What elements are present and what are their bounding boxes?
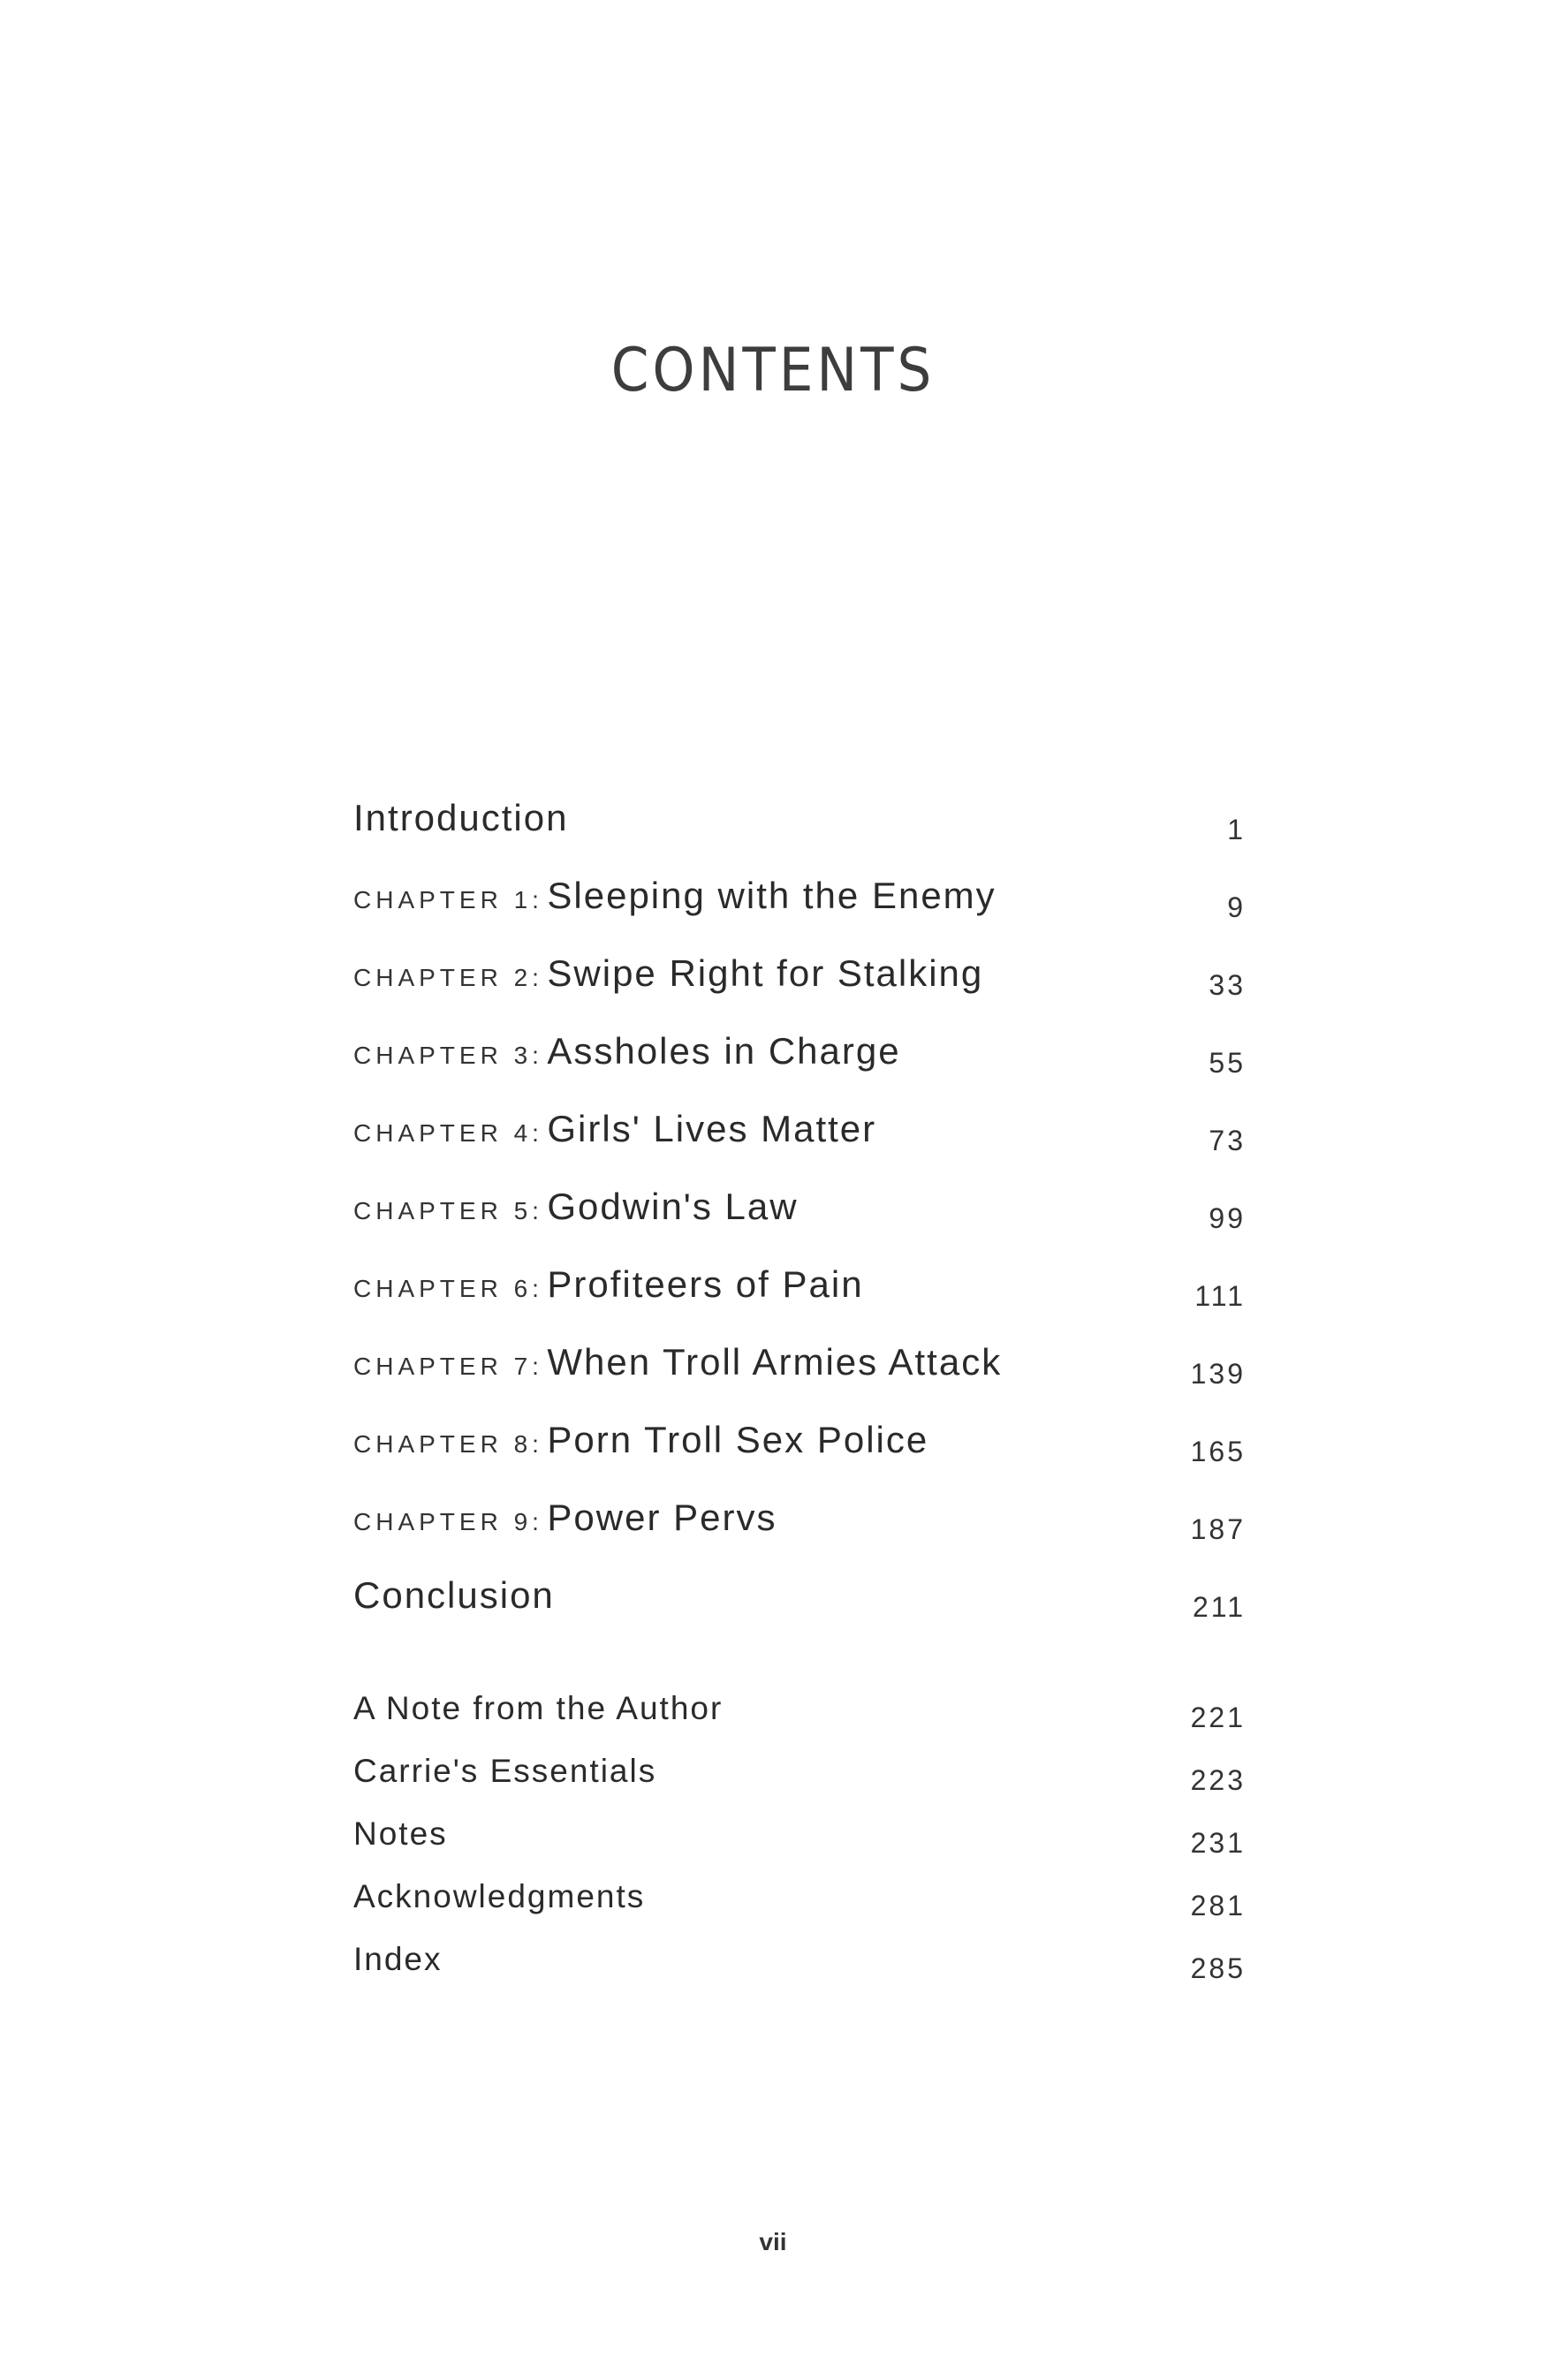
toc-entry-label <box>353 1108 876 1150</box>
toc-entry[interactable] <box>353 1564 1246 1623</box>
chapter-number: CHAPTER 3: <box>353 1042 543 1069</box>
chapter-number: CHAPTER 7: <box>353 1353 543 1380</box>
section-title: Carrie's Essentials <box>353 1753 657 1789</box>
page-reference: 221 <box>1190 1702 1246 1733</box>
toc-entry[interactable] <box>353 1175 1246 1234</box>
chapter-number: CHAPTER 8: <box>353 1430 543 1458</box>
toc-entry-label <box>353 952 983 995</box>
chapter-number: CHAPTER 9: <box>353 1508 543 1535</box>
page-reference: 33 <box>1209 969 1246 1001</box>
section-title: Introduction <box>353 797 569 838</box>
chapter-title: When Troll Armies Attack <box>547 1341 1003 1383</box>
page-reference: 9 <box>1227 891 1246 923</box>
back-matter-entry[interactable] <box>353 1674 1246 1733</box>
page-reference: 285 <box>1190 1952 1246 1984</box>
toc-entry[interactable] <box>353 864 1246 923</box>
page-reference: 231 <box>1190 1827 1246 1859</box>
toc-entry-label <box>353 1419 928 1461</box>
toc-entry[interactable] <box>353 942 1246 1001</box>
toc-entry-label <box>353 1186 799 1228</box>
toc-entry[interactable] <box>353 1253 1246 1312</box>
toc-entry[interactable] <box>353 1019 1246 1079</box>
chapter-title: Girls' Lives Matter <box>547 1108 877 1149</box>
page-reference: 211 <box>1192 1591 1246 1623</box>
toc-entry-label <box>353 1574 555 1617</box>
back-matter-entry[interactable] <box>353 1737 1246 1796</box>
section-title: Conclusion <box>353 1574 555 1616</box>
page-reference: 223 <box>1190 1764 1246 1796</box>
page-reference: 281 <box>1190 1890 1246 1921</box>
page-reference: 99 <box>1209 1202 1246 1234</box>
toc-entry[interactable] <box>353 1408 1246 1467</box>
section-title: Acknowledgments <box>353 1878 646 1914</box>
chapter-title: Power Pervs <box>547 1497 777 1538</box>
section-title: Index <box>353 1941 443 1977</box>
chapter-title: Profiteers of Pain <box>547 1263 864 1305</box>
page-number: vii <box>759 2228 787 2255</box>
chapter-number: CHAPTER 1: <box>353 886 543 913</box>
toc-entry-label <box>353 797 568 839</box>
chapter-title: Godwin's Law <box>547 1186 799 1227</box>
toc-entry-label <box>353 875 997 917</box>
toc-entry[interactable] <box>353 1330 1246 1390</box>
toc-entry-label <box>353 1263 864 1306</box>
page-reference: 1 <box>1227 814 1246 845</box>
page-reference: 139 <box>1190 1358 1246 1390</box>
chapter-title: Assholes in Charge <box>547 1030 901 1072</box>
toc-entry-label <box>353 1030 901 1073</box>
back-matter-entry[interactable] <box>353 1862 1246 1921</box>
page-title: CONTENTS <box>610 336 936 406</box>
chapter-number: CHAPTER 2: <box>353 964 543 991</box>
toc-entry[interactable] <box>353 786 1246 845</box>
toc-entry-label <box>353 1497 777 1539</box>
back-matter-entry[interactable] <box>353 1925 1246 1984</box>
toc-entry-label <box>353 1341 1002 1383</box>
page-reference: 55 <box>1209 1047 1246 1079</box>
chapter-title: Swipe Right for Stalking <box>547 952 984 994</box>
chapter-title: Sleeping with the Enemy <box>547 875 997 916</box>
toc-entry[interactable] <box>353 1486 1246 1545</box>
chapter-number: CHAPTER 6: <box>353 1275 543 1302</box>
page-reference: 111 <box>1194 1280 1246 1312</box>
chapter-title: Porn Troll Sex Police <box>547 1419 929 1460</box>
section-title: Notes <box>353 1815 448 1852</box>
page-reference: 165 <box>1190 1436 1246 1467</box>
chapter-number: CHAPTER 5: <box>353 1197 543 1224</box>
page-reference: 73 <box>1209 1125 1246 1156</box>
section-title: A Note from the Author <box>353 1690 724 1726</box>
page-reference: 187 <box>1190 1513 1246 1545</box>
chapter-number: CHAPTER 4: <box>353 1119 543 1147</box>
toc-entry[interactable] <box>353 1097 1246 1156</box>
back-matter-entry[interactable] <box>353 1800 1246 1859</box>
